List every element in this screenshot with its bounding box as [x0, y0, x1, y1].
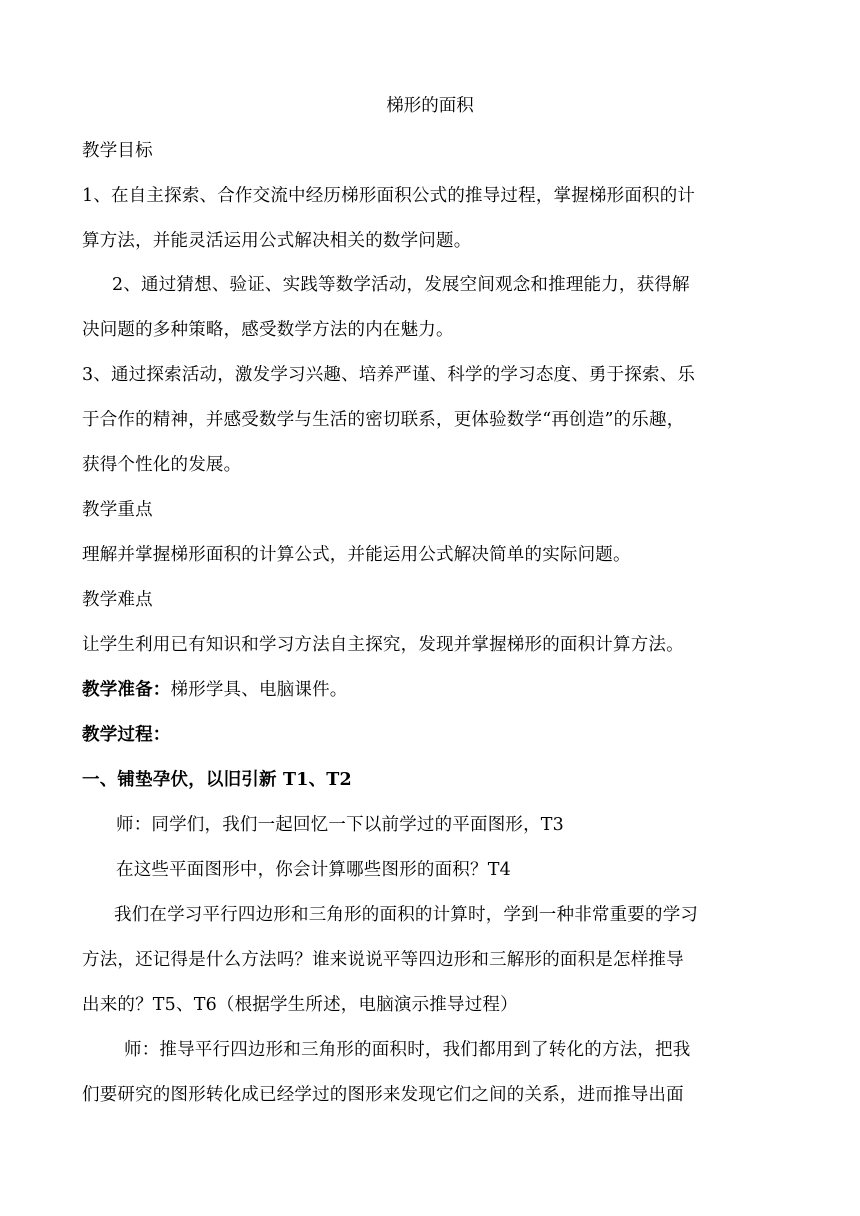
section-1-heading: 一、铺垫孕伏，以旧引新 T1、T2: [82, 770, 352, 790]
paragraph-1-line-3: 出来的？T5、T6（根据学生所述，电脑演示推导过程）: [82, 995, 518, 1015]
objective-3-line-1: 3、通过探索活动，激发学习兴趣、培养严谨、科学的学习态度、勇于探索、乐: [82, 365, 696, 385]
objectives-heading: 教学目标: [82, 141, 153, 161]
document-title: 梯形的面积: [386, 96, 474, 116]
difficulty-text: 让学生利用已有知识和学习方法自主探究，发现并掌握梯形的面积计算方法。: [82, 635, 684, 655]
objective-2-line-1: 2、通过猜想、验证、实践等数学活动，发展空间观念和推理能力，获得解: [112, 275, 690, 295]
paragraph-2-line-1: 师：推导平行四边形和三角形的面积时，我们都用到了转化的方法，把我: [124, 1040, 691, 1060]
paragraph-1-line-2: 方法，还记得是什么方法吗？谁来说说平等四边形和三解形的面积是怎样推导: [82, 950, 684, 970]
objective-3-line-2: 于合作的精神，并感受数学与生活的密切联系，更体验数学“再创造”的乐趣，: [82, 410, 685, 430]
preparation-label: 教学准备：: [82, 680, 171, 700]
objective-2-line-2: 决问题的多种策略，感受数学方法的内在魅力。: [82, 320, 454, 340]
objective-1-line-2: 算方法，并能灵活运用公式解决相关的数学问题。: [82, 231, 472, 251]
paragraph-1-line-1: 我们在学习平行四边形和三角形的面积的计算时，学到一种非常重要的学习: [114, 905, 699, 925]
teacher-line-1: 师：同学们，我们一起回忆一下以前学过的平面图形，T3: [116, 815, 565, 835]
preparation-text: 梯形学具、电脑课件。: [170, 680, 348, 700]
teacher-line-2: 在这些平面图形中，你会计算哪些图形的面积？T4: [116, 860, 511, 880]
objective-3-line-3: 获得个性化的发展。: [82, 455, 242, 475]
process-heading: 教学过程：: [82, 725, 171, 745]
key-points-text: 理解并掌握梯形面积的计算公式，并能运用公式解决简单的实际问题。: [82, 545, 631, 565]
objective-1-line-1: 1、在自主探索、合作交流中经历梯形面积公式的推导过程，掌握梯形面积的计: [82, 186, 696, 206]
paragraph-2-line-2: 们要研究的图形转化成已经学过的图形来发现它们之间的关系，进而推导出面: [82, 1085, 684, 1105]
teaching-preparation: [82, 678, 782, 702]
difficulty-heading: 教学难点: [82, 590, 153, 610]
key-points-heading: 教学重点: [82, 500, 153, 520]
